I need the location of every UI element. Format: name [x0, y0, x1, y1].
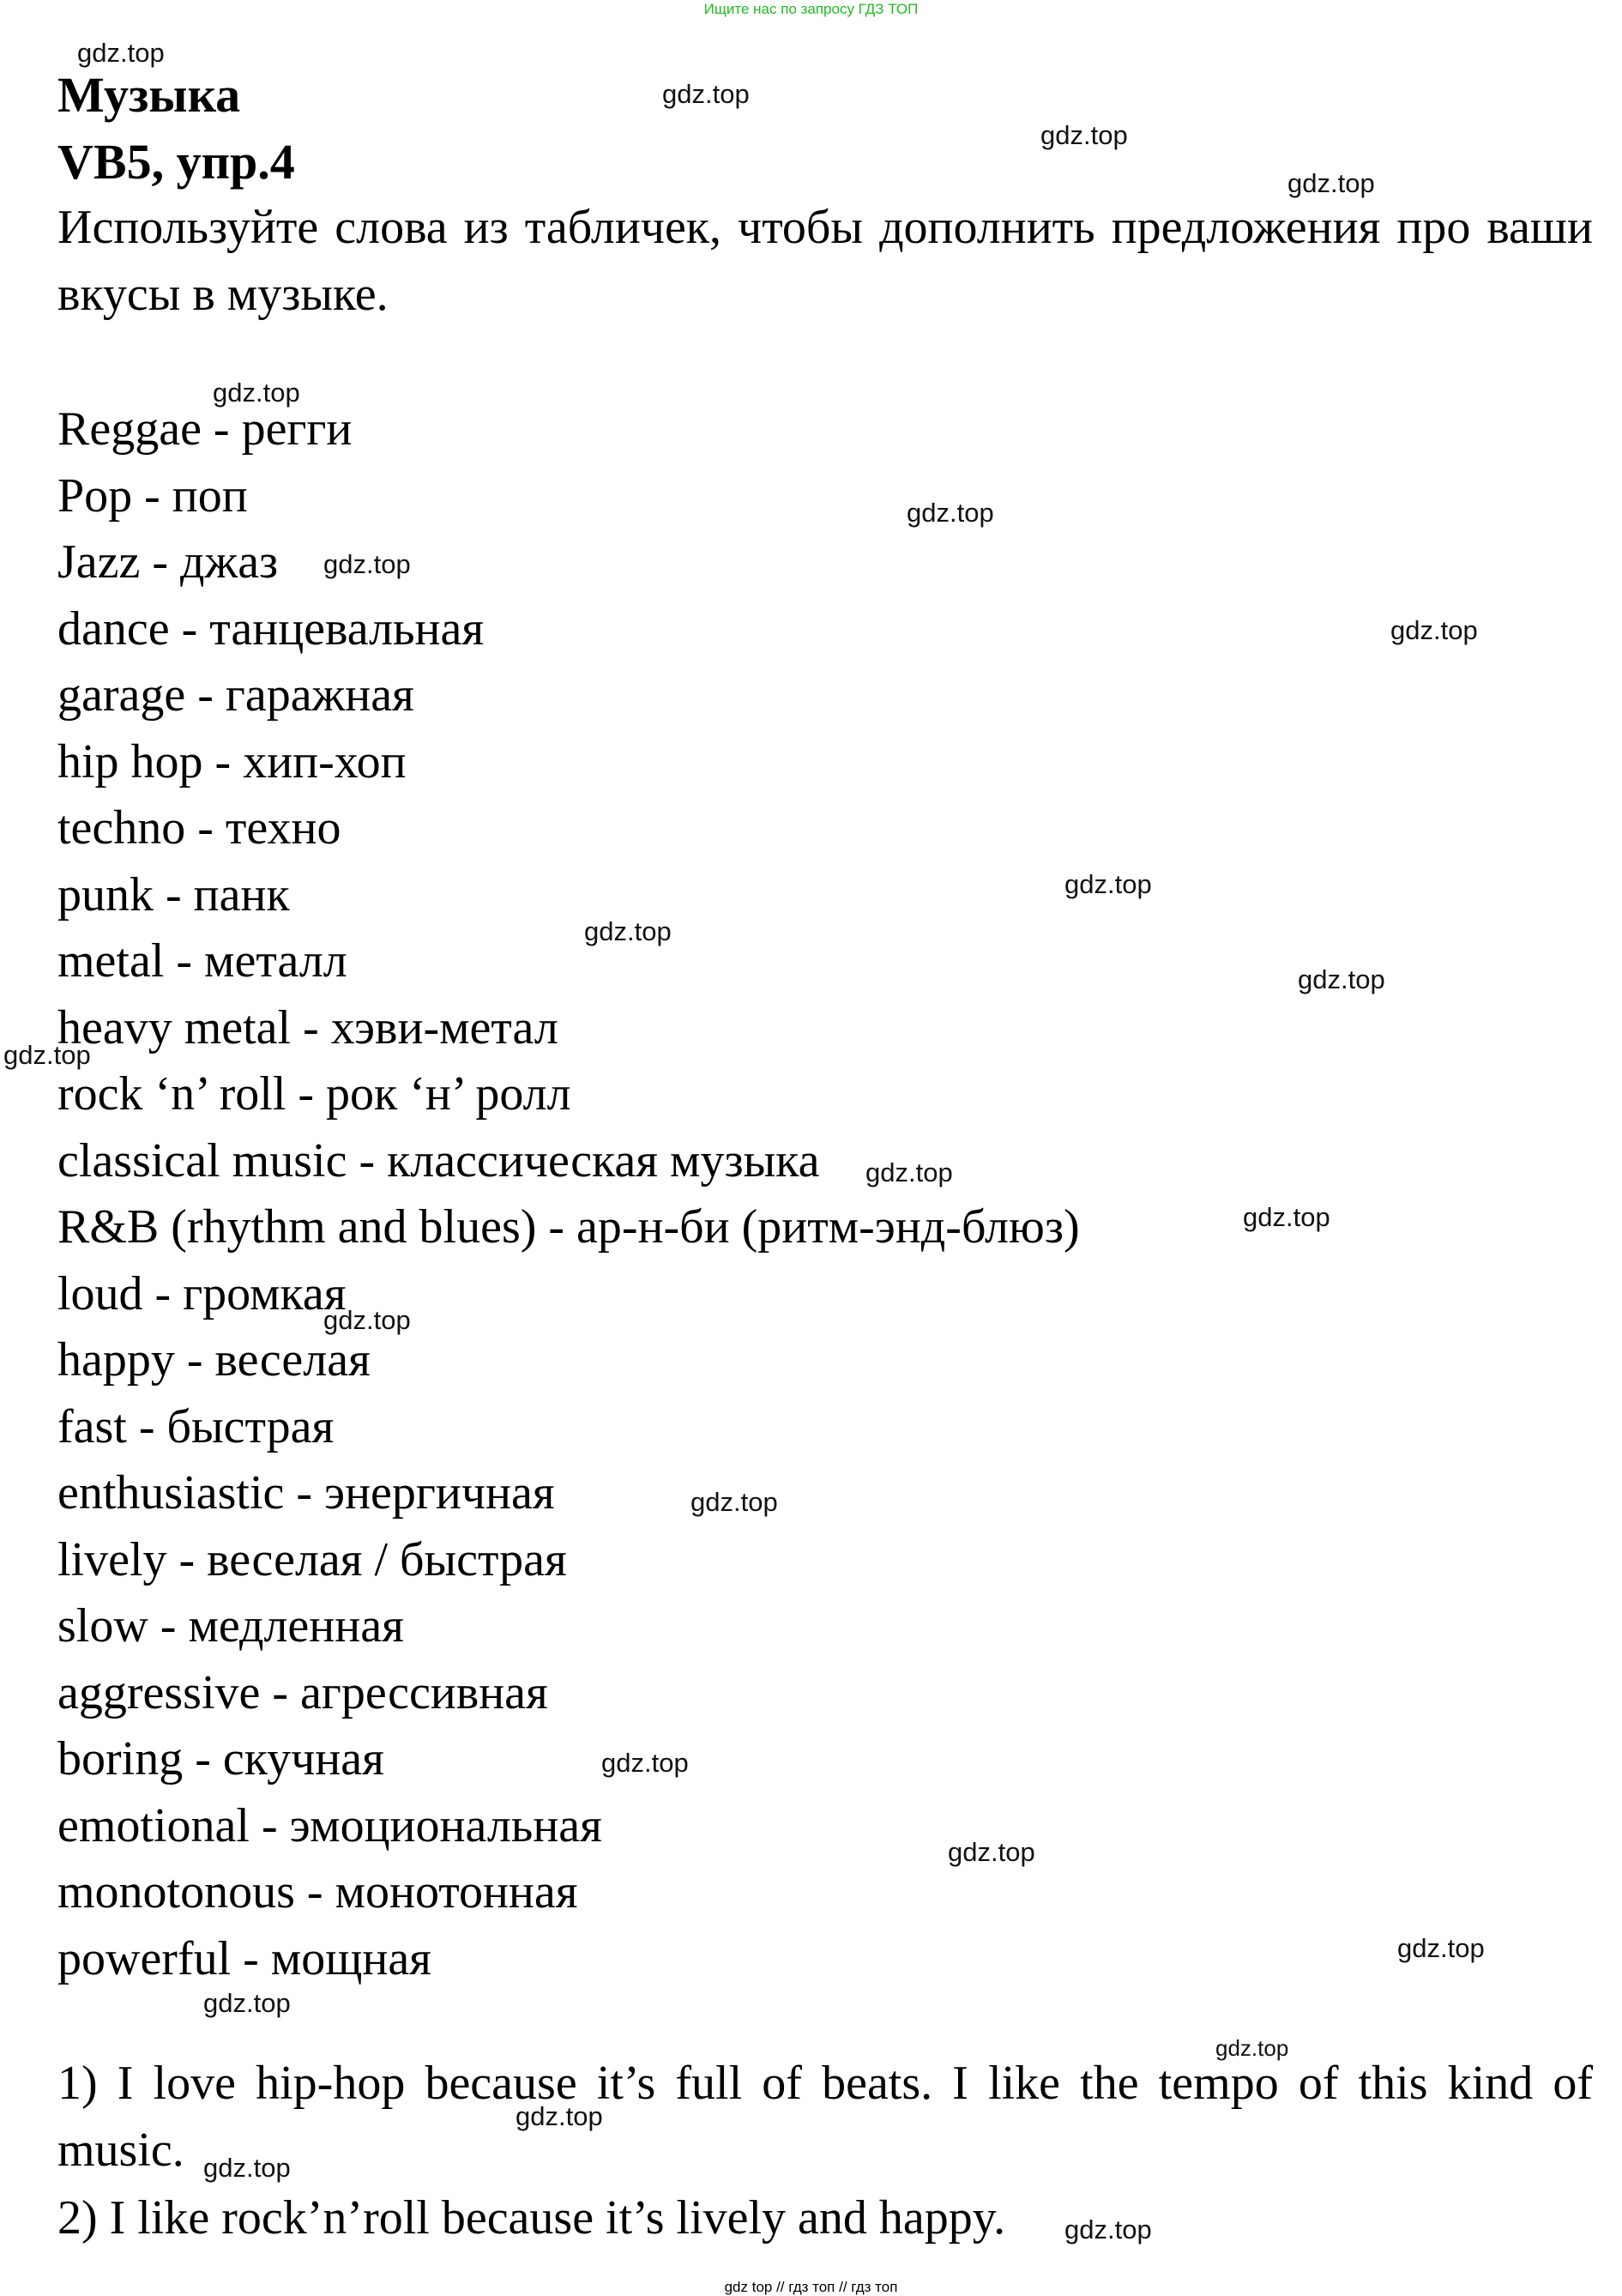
vocab-item: Reggae - регги	[57, 402, 353, 456]
vocab-item: Pop - поп	[57, 468, 248, 523]
watermark: gdz.top	[1390, 615, 1478, 645]
vocab-item: boring - скучная	[57, 1732, 384, 1785]
watermark: gdz.top	[516, 2101, 603, 2131]
watermark: gdz.top	[3, 1040, 91, 1070]
watermark: gdz.top	[1040, 120, 1128, 150]
vocab-item: rock ‘n’ roll - рок ‘н’ ролл	[57, 1067, 571, 1121]
answer-2: 2) I like rock’n’roll because it’s lively and happy.	[57, 2191, 1006, 2245]
vocab-item: hip hop - хип-хоп	[57, 734, 407, 788]
watermark: gdz.top	[662, 79, 750, 109]
vocab-item: emotional - эмоциональная	[57, 1798, 602, 1852]
watermark: gdz.top	[584, 916, 672, 946]
watermark: gdz.top	[1298, 964, 1385, 994]
vocab-item: classical music - классическая музыка	[57, 1133, 820, 1187]
vocab-item: garage - гаражная	[57, 668, 414, 722]
answer-1: 1) I love hip-hop because it’s full of beats. I like the tempo of this kind of music.	[57, 2057, 1593, 2177]
vocab-item: loud - громкая	[57, 1266, 347, 1320]
exercise-title: VB5, упр.4	[57, 134, 295, 190]
watermark: gdz.top	[1064, 869, 1152, 899]
vocab-item: lively - веселая / быстрая	[57, 1532, 567, 1586]
watermark: gdz.top	[1397, 1933, 1485, 1963]
vocab-item: monotonous - монотонная	[57, 1865, 578, 1918]
watermark: gdz.top	[203, 2153, 291, 2183]
top-banner: Ищите нас по запросу ГДЗ ТОП	[703, 1, 919, 17]
vocab-item: aggressive - агрессивная	[57, 1665, 548, 1719]
vocabulary-list	[57, 396, 1080, 1992]
subject-title: Музыка	[57, 67, 241, 123]
vocab-item: heavy metal - хэви-метал	[57, 1000, 558, 1054]
watermark: gdz.top	[690, 1487, 778, 1517]
vocab-item: R&B (rhythm and blues) - ар-н-би (ритм-энд-блюз)	[57, 1200, 1080, 1254]
vocab-item: metal - металл	[57, 934, 347, 988]
watermark: gdz.top	[203, 1988, 291, 2018]
watermark: gdz.top	[323, 549, 411, 579]
vocab-item: happy - веселая	[57, 1333, 371, 1387]
vocab-item: fast - быстрая	[57, 1399, 335, 1453]
watermark: gdz.top	[1215, 2035, 1289, 2061]
vocab-item: powerful - мощная	[57, 1931, 431, 1985]
vocab-item: Jazz - джаз	[57, 535, 279, 589]
footer-watermark: gdz top // гдз топ // гдз топ	[724, 2279, 898, 2295]
watermark: gdz.top	[323, 1305, 411, 1335]
watermark: gdz.top	[213, 378, 300, 408]
watermark: gdz.top	[948, 1837, 1035, 1867]
watermark: gdz.top	[77, 38, 165, 68]
vocab-item: dance - танцевальная	[57, 601, 485, 656]
instruction-text: Используйте слова из табличек, чтобы дополнить предложения про ваши вкусы в музыке.	[57, 201, 1593, 321]
vocab-item: enthusiastic - энергичная	[57, 1466, 555, 1520]
watermark: gdz.top	[1287, 168, 1375, 198]
vocab-item: techno - техно	[57, 801, 341, 855]
watermark: gdz.top	[865, 1157, 953, 1187]
watermark: gdz.top	[1243, 1202, 1330, 1232]
watermark: gdz.top	[907, 498, 994, 528]
watermark: gdz.top	[601, 1748, 689, 1778]
vocab-item: slow - медленная	[57, 1599, 404, 1653]
vocab-item: punk - панк	[57, 867, 290, 921]
watermark: gdz.top	[1064, 2214, 1152, 2245]
